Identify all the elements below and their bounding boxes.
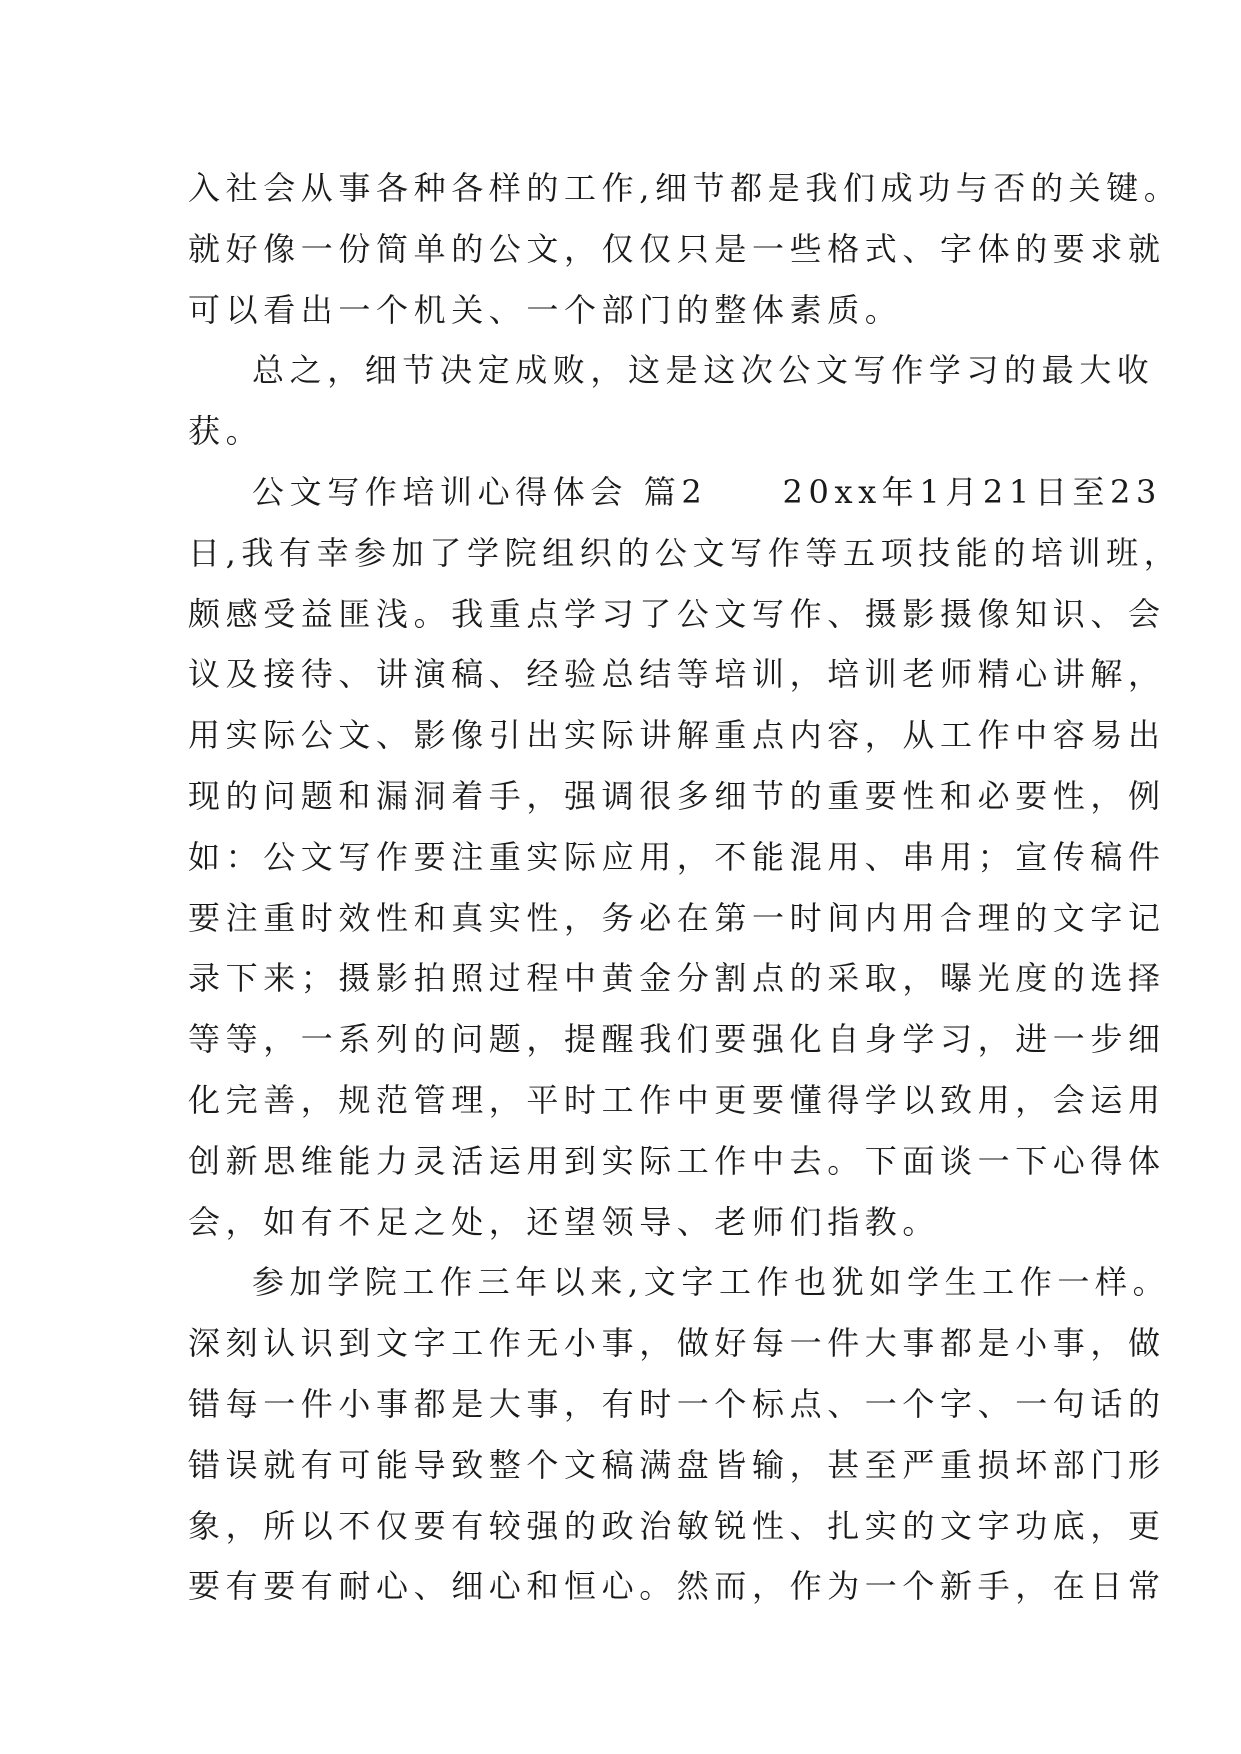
paragraph-first-line: 总之，细节决定成败，这是这次公文写作学习的最大收 xyxy=(252,351,1155,390)
text-line: 现的问题和漏洞着手，强调很多细节的重要性和必要性，例 xyxy=(188,776,1166,815)
text-line: 录下来；摄影拍照过程中黄金分割点的采取，曝光度的选择 xyxy=(188,959,1166,998)
text-line: 错误就有可能导致整个文稿满盘皆输，甚至严重损坏部门形 xyxy=(188,1445,1166,1484)
text-line: 化完善，规范管理，平时工作中更要懂得学以致用，会运用 xyxy=(188,1080,1166,1119)
text-line: 错每一件小事都是大事，有时一个标点、一个字、一句话的 xyxy=(188,1384,1166,1423)
text-line: 就好像一份简单的公文，仅仅只是一些格式、字体的要求就 xyxy=(188,229,1166,268)
text-line: 象，所以不仅要有较强的政治敏锐性、扎实的文字功底，更 xyxy=(188,1506,1166,1545)
text-line: 议及接待、讲演稿、经验总结等培训，培训老师精心讲解， xyxy=(188,655,1166,694)
text-line: 用实际公文、影像引出实际讲解重点内容，从工作中容易出 xyxy=(188,716,1166,755)
text-line: 会，如有不足之处，还望领导、老师们指教。 xyxy=(188,1202,941,1241)
text-line: 要有要有耐心、细心和恒心。然而，作为一个新手，在日常 xyxy=(188,1567,1166,1606)
text-line: 创新思维能力灵活运用到实际工作中去。下面谈一下心得体 xyxy=(188,1141,1166,1180)
paragraph-first-line: 参加学院工作三年以来,文字工作也犹如学生工作一样。 xyxy=(252,1263,1171,1302)
text-line: 要注重时效性和真实性，务必在第一时间内用合理的文字记 xyxy=(188,898,1166,937)
text-line: 获。 xyxy=(188,412,264,451)
text-line: 日,我有幸参加了学院组织的公文写作等五项技能的培训班， xyxy=(188,533,1182,572)
text-line: 等等，一系列的问题，提醒我们要强化自身学习，进一步细 xyxy=(188,1020,1166,1059)
document-body xyxy=(188,158,1182,1617)
section-heading-line: 公文写作培训心得体会 篇2 20xx年1月21日至23 xyxy=(252,472,1162,511)
text-line: 入社会从事各种各样的工作,细节都是我们成功与否的关键。 xyxy=(188,169,1182,207)
text-line: 如：公文写作要注重实际应用，不能混用、串用；宣传稿件 xyxy=(188,837,1166,876)
text-line: 颇感受益匪浅。我重点学习了公文写作、摄影摄像知识、会 xyxy=(188,594,1166,633)
text-line: 可以看出一个机关、一个部门的整体素质。 xyxy=(188,290,903,329)
text-line: 深刻认识到文字工作无小事，做好每一件大事都是小事，做 xyxy=(188,1324,1166,1363)
